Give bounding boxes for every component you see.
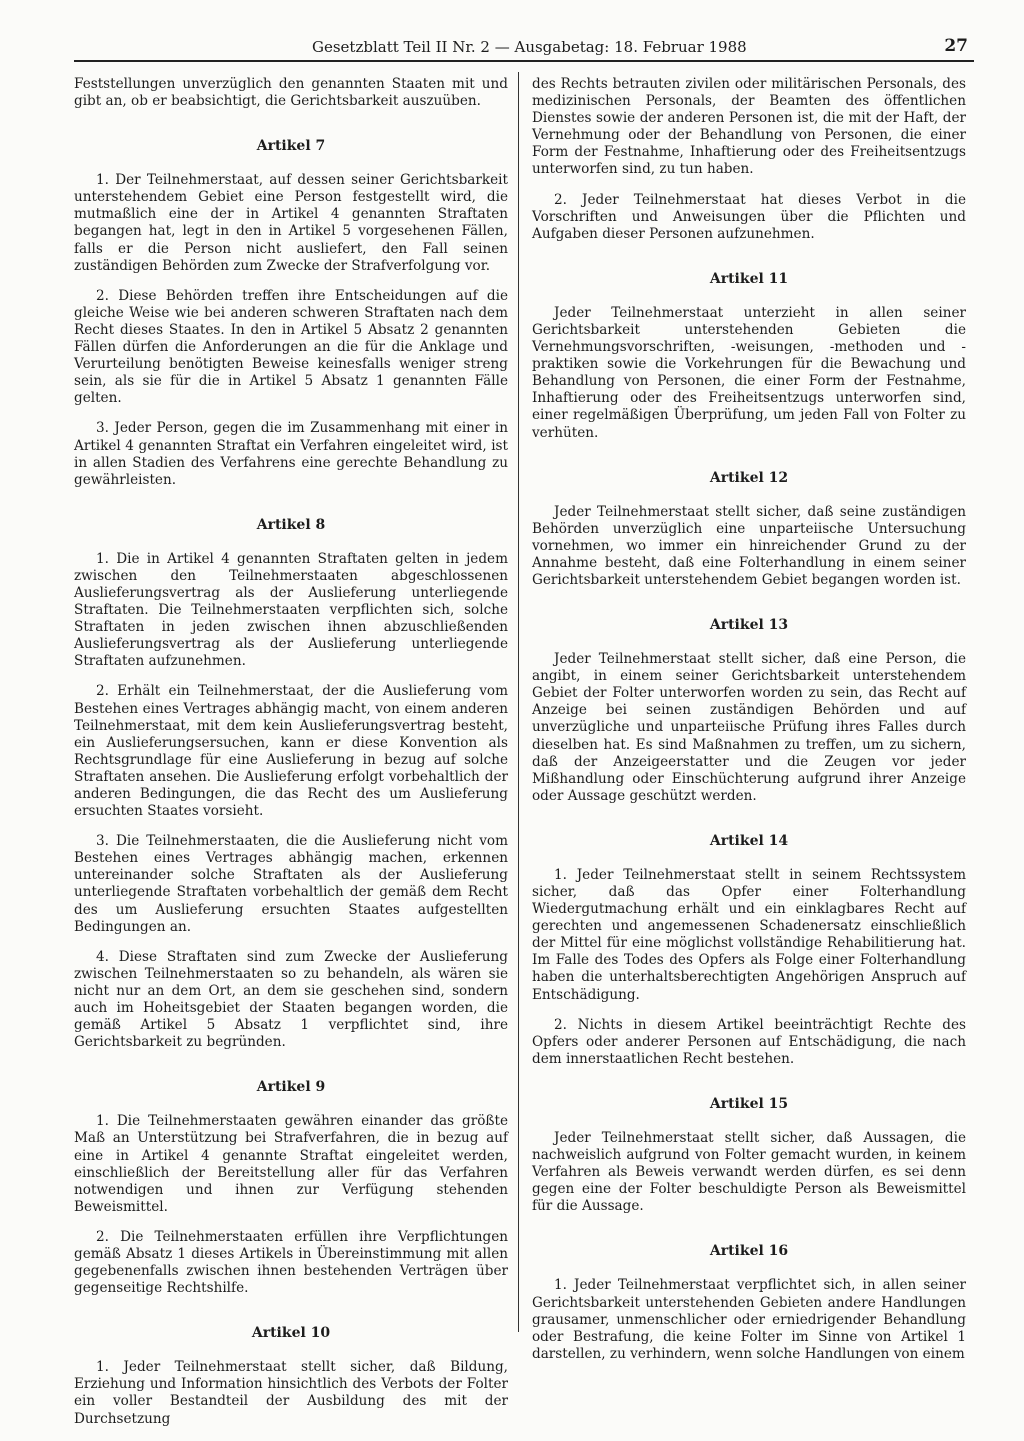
article-9-paragraph-1: 1. Die Teilnehmerstaaten gewähren einander das größte Maß an Unterstützung bei Strafverfahren, die in bezug auf eine in Artikel 4 genannte Straftat eingeleitet werden, einschließlich der Bereitstellung aller für das Verfahren notwendigen und ihnen zur Verfügung stehenden Beweismittel. xyxy=(74,1113,508,1215)
article-7-paragraph-1: 1. Der Teilnehmerstaat, auf dessen seiner Gerichtsbarkeit unterstehendem Gebiet eine Person festgestellt wird, die mutmaßlich eine der in Artikel 4 genannten Straftaten begangen hat, legt in den in Artikel 5 vorgesehenen Fällen, falls er die Person nicht ausliefert, den Fall seinen zuständigen Behörden zum Zwecke der Strafverfolgung vor. xyxy=(74,172,508,274)
article-8-paragraph-3: 3. Die Teilnehmerstaaten, die die Auslieferung nicht vom Bestehen eines Vertrages abhängig machen, erkennen untereinander solche Straftaten als der Auslieferung unterliegende Straftaten vorbehaltlich der gemäß dem Recht des um Auslieferung ersuchten Staates aufgestellten Bedingungen an. xyxy=(74,833,508,935)
article-7-paragraph-2: 2. Diese Behörden treffen ihre Entscheidungen auf die gleiche Weise wie bei anderen schweren Straftaten nach dem Recht dieses Staates. In den in Artikel 5 Absatz 2 genannten Fällen dürfen die Anforderungen an die für die Anklage und Verurteilung benötigten Beweise keinesfalls weniger streng sein, als sie für die in Artikel 5 Absatz 1 genannten Fälle gelten. xyxy=(74,287,508,407)
right-column xyxy=(532,76,966,1376)
article-12-paragraph-1: Jeder Teilnehmerstaat stellt sicher, daß seine zuständigen Behörden unverzüglich eine unparteiische Untersuchung vornehmen, wo immer ein hinreichender Grund zu der Annahme besteht, daß eine Folterhandlung in einem seiner Gerichtsbarkeit unterstehendem Gebiet begangen worden ist. xyxy=(532,503,966,588)
article-10-paragraph-2: 2. Jeder Teilnehmerstaat hat dieses Verbot in die Vorschriften und Anweisungen über die Pflichten und Aufgaben dieser Personen aufzunehmen. xyxy=(532,191,966,242)
article-14-heading: Artikel 14 xyxy=(709,832,789,849)
article-15-paragraph-1: Jeder Teilnehmerstaat stellt sicher, daß Aussagen, die nachweislich aufgrund von Folter gemacht wurden, in keinem Verfahren als Beweis verwandt werden dürfen, es sei denn gegen eine der Folter beschuldigte Person als Beweismittel für die Aussage. xyxy=(532,1129,966,1215)
page-header xyxy=(74,34,974,58)
article-9-paragraph-2: 2. Die Teilnehmerstaaten erfüllen ihre Verpflichtungen gemäß Absatz 1 dieses Artikels in Übereinstimmung mit allen gegebenenfalls zwischen ihnen bestehenden Verträgen über gegenseitige Rechtshilfe. xyxy=(74,1228,508,1297)
article-11-paragraph-1: Jeder Teilnehmerstaat unterzieht in allen seiner Gerichtsbarkeit unterstehenden Gebieten die Vernehmungsvorschriften, -weisungen, -methoden und -praktiken sowie die Vorkehrungen für die Bewachung und Behandlung von Personen, die einer Form der Festnahme, Inhaftierung oder des Freiheitsentzugs unterworfen sind, einer regelmäßigen Überprüfung, um jeden Fall von Folter zu verhüten. xyxy=(532,304,966,441)
article-8-paragraph-1: 1. Die in Artikel 4 genannten Straftaten gelten in jedem zwischen den Teilnehmerstaaten abgeschlossenen Auslieferungsvertrag als der Auslieferung unterliegende Straftaten. Die Teilnehmerstaaten verpflichten sich, solche Straftaten in jeden zwischen ihnen abzuschließenden Auslieferungsvertrag als der Auslieferung unterliegende Straftaten aufzunehmen. xyxy=(74,550,508,670)
gazette-title: Gesetzblatt Teil II Nr. 2 — Ausgabetag: 18. Februar 1988 xyxy=(312,38,747,56)
article-15-heading: Artikel 15 xyxy=(709,1095,789,1112)
page-number: 27 xyxy=(944,36,968,56)
intro-paragraph: Feststellungen unverzüglich den genannten Staaten mit und gibt an, ob er beabsichtigt, die Gerichtsbarkeit auszuüben. xyxy=(74,76,508,110)
article-8-paragraph-2: 2. Erhält ein Teilnehmerstaat, der die Auslieferung vom Bestehen eines Vertrages abhängig macht, von einem anderen Teilnehmerstaat, mit dem kein Auslieferungsvertrag besteht, ein Auslieferungsersuchen, kann er diese Konvention als Rechtsgrundlage für eine Auslieferung in bezug auf solche Straftaten ansehen. Die Auslieferung erfolgt vorbehaltlich der anderen Bedingungen, die das Recht des um Auslieferung ersuchten Staates vorsieht. xyxy=(74,683,508,820)
article-14-paragraph-1: 1. Jeder Teilnehmerstaat stellt in seinem Rechtssystem sicher, daß das Opfer einer Folterhandlung Wiedergutmachung erhält und ein einklagbares Recht auf gerechten und angemessenen Schadenersatz einschließlich der Mittel für eine möglichst vollständige Rehabilitierung hat. Im Falle des Todes des Opfers als Folge einer Folterhandlung haben die unterhaltsberechtigten Angehörigen Anspruch auf Entschädigung. xyxy=(532,866,966,1003)
left-column xyxy=(74,76,508,1441)
article-8-paragraph-4: 4. Diese Straftaten sind zum Zwecke der Auslieferung zwischen Teilnehmerstaaten so zu behandeln, als wären sie nicht nur an dem Ort, an dem sie geschehen sind, sondern auch im Hoheitsgebiet der Staaten begangen worden, die gemäß Artikel 5 Absatz 1 verpflichtet sind, ihre Gerichtsbarkeit zu begründen. xyxy=(74,948,508,1051)
article-10-heading: Artikel 10 xyxy=(251,1325,331,1342)
article-14-paragraph-2: 2. Nichts in diesem Artikel beeinträchtigt Rechte des Opfers oder anderer Personen auf Entschädigung, die nach dem innerstaatlichen Recht bestehen. xyxy=(532,1016,966,1067)
article-10-paragraph-1: 1. Jeder Teilnehmerstaat stellt sicher, daß Bildung, Erziehung und Information hinsichtlich des Verbots der Folter ein voller Bestandteil der Ausbildung des mit der Durchsetzung xyxy=(74,1359,508,1427)
article-16-paragraph-1: 1. Jeder Teilnehmerstaat verpflichtet sich, in allen seiner Gerichtsbarkeit unterstehenden Gebieten andere Handlungen grausamer, unmenschlicher oder erniedrigender Behandlung oder Bestrafung, die keine Folter im Sinne von Artikel 1 darstellen, zu verhindern, wenn solche Handlungen von einem xyxy=(532,1277,966,1362)
article-9-heading: Artikel 9 xyxy=(256,1079,326,1096)
article-16-heading: Artikel 16 xyxy=(709,1243,789,1260)
article-13-paragraph-1: Jeder Teilnehmerstaat stellt sicher, daß eine Person, die angibt, in einem seiner Gerichtsbarkeit unterstehendem Gebiet der Folter unterworfen worden zu sein, das Recht auf Anzeige bei seinen zuständigen Behörden und auf unverzügliche und unparteiische Prüfung ihres Falles durch dieselben hat. Es sind Maßnahmen zu treffen, um zu sichern, daß der Anzeigeerstatter und die Zeugen vor jeder Mißhandlung oder Einschüchterung aufgrund ihrer Anzeige oder Aussage geschützt werden. xyxy=(532,651,966,804)
article-12-heading: Artikel 12 xyxy=(709,469,789,486)
article-13-heading: Artikel 13 xyxy=(709,617,789,634)
article-7-heading: Artikel 7 xyxy=(256,138,326,155)
article-11-heading: Artikel 11 xyxy=(709,270,789,287)
continuation-paragraph: des Rechts betrauten zivilen oder militärischen Personals, des medizinischen Personals, der Beamten des öffentlichen Dienstes sowie der anderen Personen ist, die mit der Haft, der Vernehmung oder der Behandlung von Personen, die einer Form der Festnahme, Inhaftierung oder des Freiheitsentzugs unterworfen sind, zu tun haben. xyxy=(532,76,966,178)
article-8-heading: Artikel 8 xyxy=(256,516,326,533)
article-7-paragraph-3: 3. Jeder Person, gegen die im Zusammenhang mit einer in Artikel 4 genannten Straftat ein Verfahren eingeleitet wird, ist in allen Stadien des Verfahrens eine gerechte Behandlung zu gewährleisten. xyxy=(74,420,508,488)
header-rule xyxy=(74,60,974,62)
column-divider xyxy=(518,72,519,1332)
